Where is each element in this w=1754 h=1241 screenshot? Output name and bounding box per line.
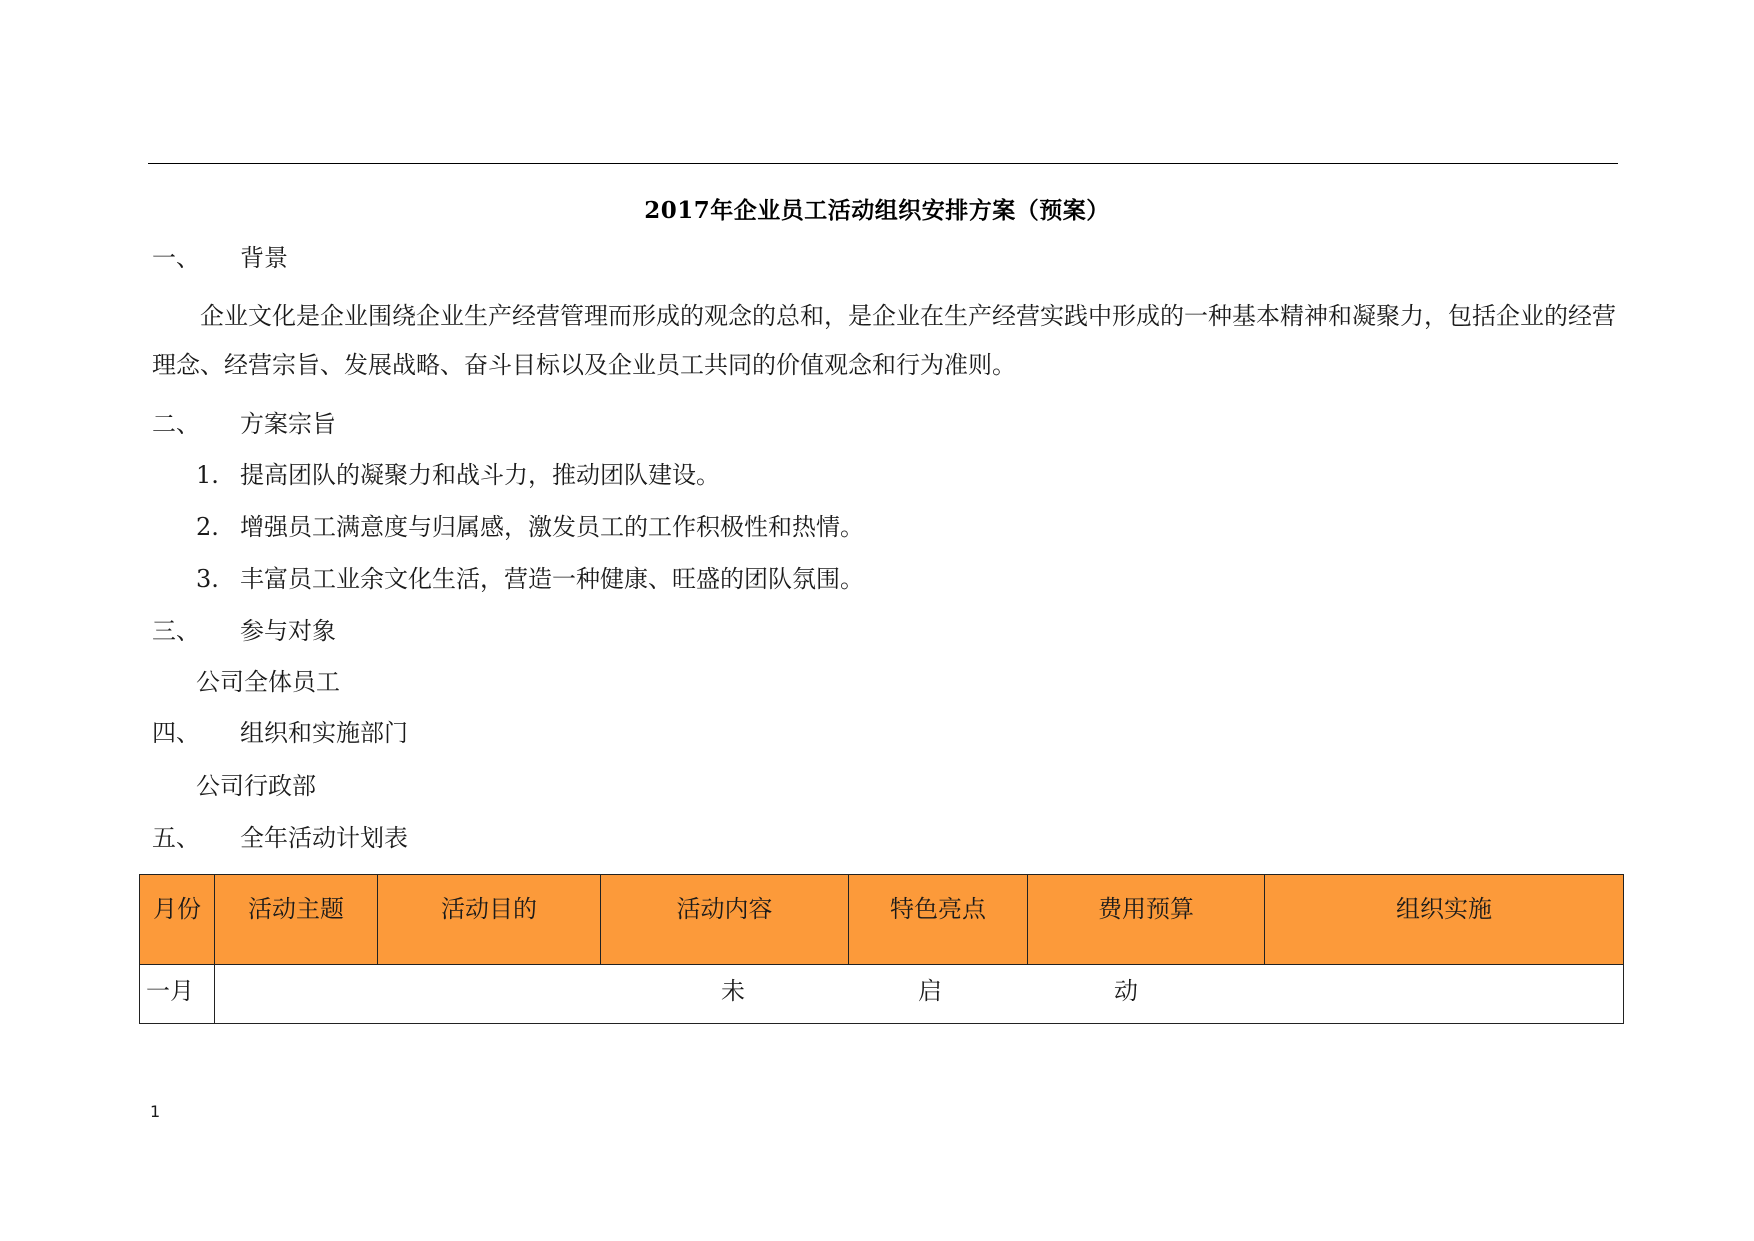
table-row bbox=[140, 965, 1624, 1024]
status-char: 动 bbox=[1114, 977, 1138, 1005]
list-text: 增强员工满意度与归属感，激发员工的工作积极性和热情。 bbox=[240, 513, 864, 541]
table-header-row bbox=[140, 875, 1624, 965]
column-header-purpose: 活动目的 bbox=[378, 875, 601, 965]
list-number: 3. bbox=[196, 565, 219, 593]
section-title: 方案宗旨 bbox=[240, 410, 336, 438]
purpose-list-item bbox=[196, 460, 720, 490]
section-number: 五、 bbox=[152, 824, 200, 852]
section-title: 全年活动计划表 bbox=[240, 824, 408, 852]
list-text: 丰富员工业余文化生活，营造一种健康、旺盛的团队氛围。 bbox=[240, 565, 864, 593]
status-char: 未 bbox=[721, 977, 745, 1005]
section-heading-background bbox=[152, 243, 288, 273]
column-header-month: 月份 bbox=[140, 875, 215, 965]
section-heading-plan bbox=[152, 823, 408, 853]
section-title: 参与对象 bbox=[240, 617, 336, 645]
column-header-budget: 费用预算 bbox=[1028, 875, 1265, 965]
column-header-theme: 活动主题 bbox=[215, 875, 378, 965]
section-number: 二、 bbox=[152, 410, 200, 438]
column-header-highlights: 特色亮点 bbox=[849, 875, 1028, 965]
column-header-organizer: 组织实施 bbox=[1265, 875, 1624, 965]
purpose-list-item bbox=[196, 512, 864, 542]
list-text: 提高团队的凝聚力和战斗力，推动团队建设。 bbox=[240, 461, 720, 489]
section-heading-participants bbox=[152, 616, 336, 646]
list-number: 2. bbox=[196, 513, 219, 541]
section-number: 四、 bbox=[152, 719, 200, 747]
section-title: 背景 bbox=[240, 244, 288, 272]
column-header-content: 活动内容 bbox=[601, 875, 849, 965]
activity-plan-table bbox=[139, 874, 1624, 1024]
department-text: 公司行政部 bbox=[196, 772, 316, 800]
status-text bbox=[221, 971, 1617, 1005]
page-number: 1 bbox=[150, 1102, 161, 1121]
section-number: 三、 bbox=[152, 617, 200, 645]
section-heading-department bbox=[152, 718, 408, 748]
section-heading-purpose bbox=[152, 409, 336, 439]
participants-text: 公司全体员工 bbox=[196, 668, 340, 696]
document-title: 2017年企业员工活动组织安排方案（预案） bbox=[644, 197, 1110, 224]
header-rule bbox=[148, 163, 1618, 164]
month-cell: 一月 bbox=[140, 965, 215, 1024]
purpose-list-item bbox=[196, 564, 864, 594]
list-number: 1. bbox=[196, 461, 219, 489]
section-number: 一、 bbox=[152, 244, 200, 272]
status-char: 启 bbox=[918, 977, 942, 1005]
section-title: 组织和实施部门 bbox=[240, 719, 408, 747]
status-cell bbox=[215, 965, 1624, 1024]
background-paragraph: 企业文化是企业围绕企业生产经营管理而形成的观念的总和，是企业在生产经营实践中形成的一种基本精神和凝聚力，包括企业的经营理念、经营宗旨、发展战略、奋斗目标以及企业员工共同的价值观念和行为准则。 bbox=[152, 302, 1616, 379]
